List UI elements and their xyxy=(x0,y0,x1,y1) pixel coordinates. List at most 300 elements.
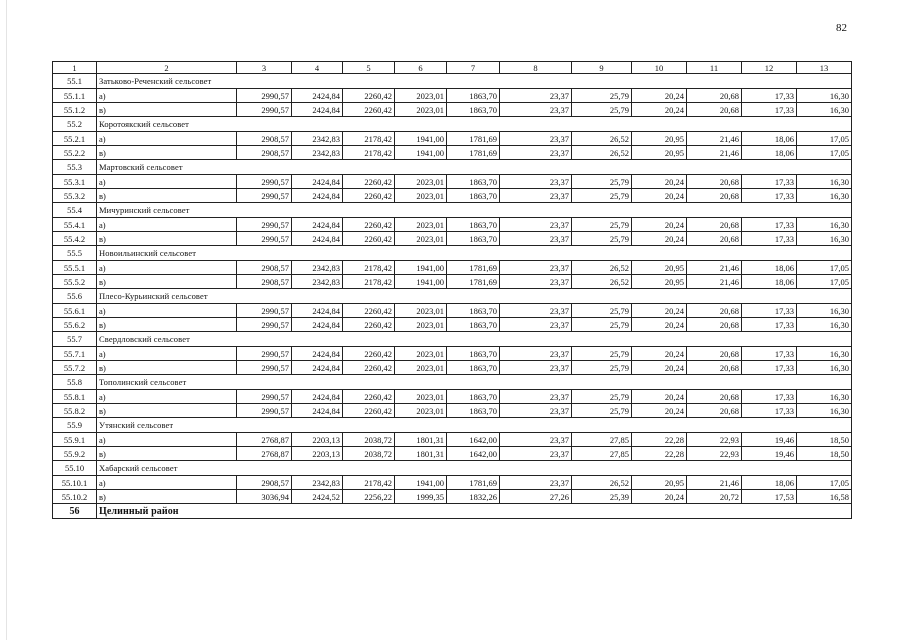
section-name: Утянский сельсовет xyxy=(97,418,852,433)
value-cell: 1832,26 xyxy=(447,490,500,504)
table-row xyxy=(53,447,852,461)
row-label: в) xyxy=(97,447,237,461)
row-label: в) xyxy=(97,232,237,246)
table-row xyxy=(53,103,852,117)
value-cell: 2178,42 xyxy=(343,261,395,275)
section-name: Новоильинский сельсовет xyxy=(97,246,852,261)
value-cell: 16,30 xyxy=(797,304,852,318)
value-cell: 17,05 xyxy=(797,146,852,160)
column-number-header: 12 xyxy=(742,62,797,74)
column-number-header: 4 xyxy=(292,62,343,74)
section-row xyxy=(53,461,852,476)
row-number: 55.7.2 xyxy=(53,361,97,375)
value-cell: 26,52 xyxy=(572,146,632,160)
value-cell: 23,37 xyxy=(500,132,572,146)
value-cell: 20,24 xyxy=(632,175,687,189)
value-cell: 2260,42 xyxy=(343,103,395,117)
value-cell: 23,37 xyxy=(500,347,572,361)
value-cell: 2342,83 xyxy=(292,132,343,146)
column-number-header: 5 xyxy=(343,62,395,74)
value-cell: 2023,01 xyxy=(395,318,447,332)
section-name: Мартовский сельсовет xyxy=(97,160,852,175)
value-cell: 2990,57 xyxy=(237,232,292,246)
table-row xyxy=(53,347,852,361)
value-cell: 23,37 xyxy=(500,304,572,318)
section-row xyxy=(53,160,852,175)
row-number: 55.10.1 xyxy=(53,476,97,490)
value-cell: 1642,00 xyxy=(447,433,500,447)
value-cell: 2424,52 xyxy=(292,490,343,504)
value-cell: 23,37 xyxy=(500,275,572,289)
row-number: 55.9.1 xyxy=(53,433,97,447)
value-cell: 16,30 xyxy=(797,361,852,375)
value-cell: 20,24 xyxy=(632,404,687,418)
section-number: 55.6 xyxy=(53,289,97,304)
value-cell: 2424,84 xyxy=(292,89,343,103)
value-cell: 2260,42 xyxy=(343,175,395,189)
table-row xyxy=(53,275,852,289)
value-cell: 19,46 xyxy=(742,433,797,447)
value-cell: 2424,84 xyxy=(292,347,343,361)
row-number: 55.1.2 xyxy=(53,103,97,117)
value-cell: 2424,84 xyxy=(292,175,343,189)
row-label: в) xyxy=(97,146,237,160)
section-number: 55.10 xyxy=(53,461,97,476)
table-row xyxy=(53,232,852,246)
column-number-header: 7 xyxy=(447,62,500,74)
value-cell: 20,72 xyxy=(687,490,742,504)
table-row xyxy=(53,132,852,146)
column-number-header: 1 xyxy=(53,62,97,74)
value-cell: 2260,42 xyxy=(343,404,395,418)
value-cell: 21,46 xyxy=(687,275,742,289)
district-number: 56 xyxy=(53,504,97,519)
column-number-header: 10 xyxy=(632,62,687,74)
value-cell: 1941,00 xyxy=(395,476,447,490)
value-cell: 2023,01 xyxy=(395,232,447,246)
value-cell: 2178,42 xyxy=(343,132,395,146)
value-cell: 2424,84 xyxy=(292,361,343,375)
value-cell: 17,05 xyxy=(797,261,852,275)
page-edge-rule xyxy=(6,0,7,640)
section-number: 55.1 xyxy=(53,74,97,89)
section-number: 55.8 xyxy=(53,375,97,390)
value-cell: 2990,57 xyxy=(237,89,292,103)
table-row xyxy=(53,361,852,375)
table-body xyxy=(53,74,852,519)
section-name: Мичуринский сельсовет xyxy=(97,203,852,218)
value-cell: 2260,42 xyxy=(343,361,395,375)
section-number: 55.9 xyxy=(53,418,97,433)
value-cell: 3036,94 xyxy=(237,490,292,504)
value-cell: 2023,01 xyxy=(395,103,447,117)
value-cell: 16,30 xyxy=(797,232,852,246)
value-cell: 22,28 xyxy=(632,433,687,447)
value-cell: 2908,57 xyxy=(237,275,292,289)
row-number: 55.4.1 xyxy=(53,218,97,232)
value-cell: 17,33 xyxy=(742,218,797,232)
value-cell: 23,37 xyxy=(500,447,572,461)
value-cell: 2908,57 xyxy=(237,476,292,490)
value-cell: 2203,13 xyxy=(292,447,343,461)
column-number-header: 6 xyxy=(395,62,447,74)
value-cell: 20,24 xyxy=(632,390,687,404)
table-row xyxy=(53,404,852,418)
section-number: 55.2 xyxy=(53,117,97,132)
value-cell: 2768,87 xyxy=(237,447,292,461)
value-cell: 1863,70 xyxy=(447,89,500,103)
value-cell: 23,37 xyxy=(500,218,572,232)
district-name: Целинный район xyxy=(97,504,852,519)
value-cell: 1863,70 xyxy=(447,103,500,117)
value-cell: 20,24 xyxy=(632,189,687,203)
value-cell: 18,06 xyxy=(742,132,797,146)
value-cell: 1941,00 xyxy=(395,261,447,275)
value-cell: 2023,01 xyxy=(395,390,447,404)
row-label: а) xyxy=(97,476,237,490)
table-row xyxy=(53,189,852,203)
value-cell: 2260,42 xyxy=(343,304,395,318)
value-cell: 1863,70 xyxy=(447,404,500,418)
value-cell: 2424,84 xyxy=(292,103,343,117)
value-cell: 1801,31 xyxy=(395,433,447,447)
value-cell: 23,37 xyxy=(500,189,572,203)
table-row xyxy=(53,433,852,447)
tariff-table xyxy=(52,61,852,519)
value-cell: 17,33 xyxy=(742,390,797,404)
value-cell: 20,24 xyxy=(632,347,687,361)
value-cell: 23,37 xyxy=(500,232,572,246)
value-cell: 2260,42 xyxy=(343,318,395,332)
value-cell: 2023,01 xyxy=(395,189,447,203)
section-row xyxy=(53,289,852,304)
row-label: а) xyxy=(97,261,237,275)
value-cell: 20,95 xyxy=(632,476,687,490)
value-cell: 1941,00 xyxy=(395,275,447,289)
value-cell: 23,37 xyxy=(500,89,572,103)
value-cell: 25,79 xyxy=(572,304,632,318)
value-cell: 2023,01 xyxy=(395,304,447,318)
value-cell: 18,06 xyxy=(742,275,797,289)
value-cell: 2908,57 xyxy=(237,132,292,146)
value-cell: 26,52 xyxy=(572,476,632,490)
value-cell: 18,06 xyxy=(742,261,797,275)
value-cell: 26,52 xyxy=(572,132,632,146)
column-number-header: 9 xyxy=(572,62,632,74)
value-cell: 2178,42 xyxy=(343,476,395,490)
value-cell: 2260,42 xyxy=(343,218,395,232)
value-cell: 25,79 xyxy=(572,189,632,203)
value-cell: 2424,84 xyxy=(292,404,343,418)
value-cell: 1781,69 xyxy=(447,146,500,160)
value-cell: 2023,01 xyxy=(395,404,447,418)
row-label: в) xyxy=(97,103,237,117)
value-cell: 2990,57 xyxy=(237,318,292,332)
column-number-header: 13 xyxy=(797,62,852,74)
value-cell: 25,79 xyxy=(572,89,632,103)
row-label: а) xyxy=(97,218,237,232)
row-label: в) xyxy=(97,275,237,289)
value-cell: 1801,31 xyxy=(395,447,447,461)
value-cell: 16,30 xyxy=(797,103,852,117)
value-cell: 20,68 xyxy=(687,175,742,189)
district-row xyxy=(53,504,852,519)
value-cell: 2203,13 xyxy=(292,433,343,447)
column-number-header: 11 xyxy=(687,62,742,74)
value-cell: 2038,72 xyxy=(343,447,395,461)
value-cell: 20,24 xyxy=(632,232,687,246)
value-cell: 20,24 xyxy=(632,318,687,332)
row-label: а) xyxy=(97,89,237,103)
value-cell: 1863,70 xyxy=(447,232,500,246)
page-number: 82 xyxy=(836,22,847,34)
value-cell: 23,37 xyxy=(500,318,572,332)
value-cell: 2424,84 xyxy=(292,390,343,404)
value-cell: 1863,70 xyxy=(447,361,500,375)
value-cell: 1863,70 xyxy=(447,218,500,232)
value-cell: 23,37 xyxy=(500,476,572,490)
value-cell: 2424,84 xyxy=(292,189,343,203)
row-number: 55.8.2 xyxy=(53,404,97,418)
value-cell: 2260,42 xyxy=(343,232,395,246)
value-cell: 22,93 xyxy=(687,447,742,461)
row-number: 55.4.2 xyxy=(53,232,97,246)
value-cell: 17,53 xyxy=(742,490,797,504)
value-cell: 23,37 xyxy=(500,433,572,447)
section-name: Хабарский сельсовет xyxy=(97,461,852,476)
value-cell: 1941,00 xyxy=(395,146,447,160)
value-cell: 16,30 xyxy=(797,175,852,189)
value-cell: 2342,83 xyxy=(292,275,343,289)
value-cell: 19,46 xyxy=(742,447,797,461)
value-cell: 1941,00 xyxy=(395,132,447,146)
row-number: 55.5.2 xyxy=(53,275,97,289)
value-cell: 18,06 xyxy=(742,476,797,490)
value-cell: 23,37 xyxy=(500,146,572,160)
value-cell: 17,33 xyxy=(742,347,797,361)
row-label: в) xyxy=(97,490,237,504)
row-label: в) xyxy=(97,404,237,418)
row-label: а) xyxy=(97,390,237,404)
row-label: а) xyxy=(97,433,237,447)
value-cell: 16,30 xyxy=(797,189,852,203)
value-cell: 16,30 xyxy=(797,218,852,232)
value-cell: 2178,42 xyxy=(343,275,395,289)
row-label: а) xyxy=(97,132,237,146)
value-cell: 17,33 xyxy=(742,89,797,103)
value-cell: 17,33 xyxy=(742,404,797,418)
value-cell: 20,24 xyxy=(632,304,687,318)
section-row xyxy=(53,117,852,132)
value-cell: 2424,84 xyxy=(292,318,343,332)
value-cell: 20,95 xyxy=(632,261,687,275)
value-cell: 18,50 xyxy=(797,447,852,461)
value-cell: 20,68 xyxy=(687,232,742,246)
value-cell: 16,30 xyxy=(797,318,852,332)
value-cell: 25,79 xyxy=(572,390,632,404)
value-cell: 20,24 xyxy=(632,361,687,375)
row-number: 55.8.1 xyxy=(53,390,97,404)
value-cell: 25,79 xyxy=(572,361,632,375)
row-label: а) xyxy=(97,347,237,361)
value-cell: 2990,57 xyxy=(237,175,292,189)
value-cell: 2990,57 xyxy=(237,218,292,232)
section-number: 55.7 xyxy=(53,332,97,347)
value-cell: 23,37 xyxy=(500,404,572,418)
value-cell: 17,33 xyxy=(742,361,797,375)
column-number-row xyxy=(53,62,852,74)
value-cell: 21,46 xyxy=(687,146,742,160)
value-cell: 26,52 xyxy=(572,275,632,289)
value-cell: 23,37 xyxy=(500,103,572,117)
row-number: 55.6.2 xyxy=(53,318,97,332)
column-number-header: 2 xyxy=(97,62,237,74)
section-row xyxy=(53,203,852,218)
section-name: Затьково-Реченский сельсовет xyxy=(97,74,852,89)
value-cell: 20,24 xyxy=(632,103,687,117)
value-cell: 2768,87 xyxy=(237,433,292,447)
section-number: 55.4 xyxy=(53,203,97,218)
value-cell: 2990,57 xyxy=(237,103,292,117)
value-cell: 20,68 xyxy=(687,390,742,404)
value-cell: 17,05 xyxy=(797,132,852,146)
value-cell: 23,37 xyxy=(500,361,572,375)
value-cell: 2023,01 xyxy=(395,347,447,361)
table-row xyxy=(53,146,852,160)
value-cell: 25,39 xyxy=(572,490,632,504)
value-cell: 2990,57 xyxy=(237,361,292,375)
value-cell: 20,68 xyxy=(687,218,742,232)
value-cell: 20,95 xyxy=(632,275,687,289)
value-cell: 21,46 xyxy=(687,476,742,490)
value-cell: 1781,69 xyxy=(447,275,500,289)
value-cell: 2342,83 xyxy=(292,476,343,490)
value-cell: 2023,01 xyxy=(395,218,447,232)
value-cell: 2424,84 xyxy=(292,232,343,246)
value-cell: 2990,57 xyxy=(237,390,292,404)
value-cell: 20,68 xyxy=(687,189,742,203)
row-number: 55.3.2 xyxy=(53,189,97,203)
row-number: 55.2.1 xyxy=(53,132,97,146)
value-cell: 20,68 xyxy=(687,89,742,103)
value-cell: 2908,57 xyxy=(237,146,292,160)
value-cell: 25,79 xyxy=(572,404,632,418)
value-cell: 25,79 xyxy=(572,218,632,232)
value-cell: 1999,35 xyxy=(395,490,447,504)
column-number-header: 3 xyxy=(237,62,292,74)
value-cell: 2260,42 xyxy=(343,189,395,203)
value-cell: 1781,69 xyxy=(447,476,500,490)
value-cell: 2342,83 xyxy=(292,146,343,160)
value-cell: 21,46 xyxy=(687,261,742,275)
value-cell: 27,85 xyxy=(572,433,632,447)
value-cell: 2178,42 xyxy=(343,146,395,160)
value-cell: 2260,42 xyxy=(343,89,395,103)
value-cell: 20,68 xyxy=(687,347,742,361)
value-cell: 20,68 xyxy=(687,361,742,375)
value-cell: 18,06 xyxy=(742,146,797,160)
value-cell: 2908,57 xyxy=(237,261,292,275)
value-cell: 27,85 xyxy=(572,447,632,461)
value-cell: 17,05 xyxy=(797,275,852,289)
value-cell: 2990,57 xyxy=(237,189,292,203)
value-cell: 2023,01 xyxy=(395,175,447,189)
row-label: в) xyxy=(97,189,237,203)
column-number-header: 8 xyxy=(500,62,572,74)
section-name: Тополинский сельсовет xyxy=(97,375,852,390)
value-cell: 25,79 xyxy=(572,232,632,246)
value-cell: 1863,70 xyxy=(447,347,500,361)
row-number: 55.5.1 xyxy=(53,261,97,275)
value-cell: 23,37 xyxy=(500,175,572,189)
value-cell: 20,24 xyxy=(632,490,687,504)
value-cell: 2260,42 xyxy=(343,390,395,404)
value-cell: 20,95 xyxy=(632,132,687,146)
row-label: в) xyxy=(97,318,237,332)
row-number: 55.2.2 xyxy=(53,146,97,160)
section-row xyxy=(53,375,852,390)
value-cell: 23,37 xyxy=(500,261,572,275)
value-cell: 25,79 xyxy=(572,347,632,361)
value-cell: 17,33 xyxy=(742,304,797,318)
row-number: 55.3.1 xyxy=(53,175,97,189)
value-cell: 17,33 xyxy=(742,318,797,332)
value-cell: 22,28 xyxy=(632,447,687,461)
value-cell: 20,95 xyxy=(632,146,687,160)
value-cell: 20,68 xyxy=(687,103,742,117)
value-cell: 23,37 xyxy=(500,390,572,404)
section-number: 55.5 xyxy=(53,246,97,261)
value-cell: 25,79 xyxy=(572,175,632,189)
value-cell: 2990,57 xyxy=(237,347,292,361)
value-cell: 22,93 xyxy=(687,433,742,447)
value-cell: 1781,69 xyxy=(447,132,500,146)
value-cell: 25,79 xyxy=(572,318,632,332)
table-row xyxy=(53,175,852,189)
section-name: Свердловский сельсовет xyxy=(97,332,852,347)
section-number: 55.3 xyxy=(53,160,97,175)
value-cell: 17,33 xyxy=(742,103,797,117)
value-cell: 20,24 xyxy=(632,89,687,103)
value-cell: 1863,70 xyxy=(447,318,500,332)
section-row xyxy=(53,418,852,433)
value-cell: 17,33 xyxy=(742,189,797,203)
value-cell: 20,68 xyxy=(687,304,742,318)
value-cell: 20,68 xyxy=(687,318,742,332)
table-row xyxy=(53,261,852,275)
value-cell: 16,30 xyxy=(797,89,852,103)
value-cell: 1781,69 xyxy=(447,261,500,275)
table-row xyxy=(53,390,852,404)
value-cell: 26,52 xyxy=(572,261,632,275)
row-number: 55.7.1 xyxy=(53,347,97,361)
section-row xyxy=(53,74,852,89)
table-row xyxy=(53,318,852,332)
value-cell: 2424,84 xyxy=(292,304,343,318)
value-cell: 2260,42 xyxy=(343,347,395,361)
section-row xyxy=(53,246,852,261)
value-cell: 1863,70 xyxy=(447,175,500,189)
value-cell: 2023,01 xyxy=(395,361,447,375)
value-cell: 2342,83 xyxy=(292,261,343,275)
row-number: 55.6.1 xyxy=(53,304,97,318)
value-cell: 16,30 xyxy=(797,347,852,361)
row-label: а) xyxy=(97,304,237,318)
value-cell: 2023,01 xyxy=(395,89,447,103)
table-row xyxy=(53,304,852,318)
row-label: в) xyxy=(97,361,237,375)
value-cell: 2038,72 xyxy=(343,433,395,447)
